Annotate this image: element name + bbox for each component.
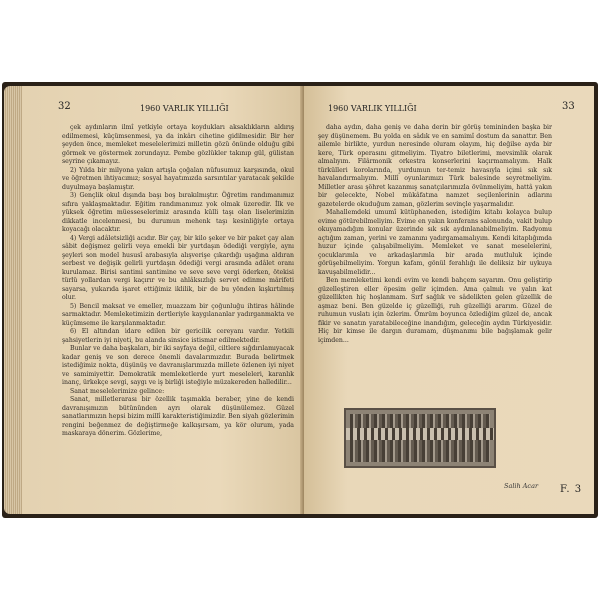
page-number: 32 — [58, 101, 71, 112]
paragraph: Sanat meselelerimize gelince: — [70, 387, 165, 395]
body-text — [62, 124, 294, 439]
paragraph: daha aydın, daha geniş ve daha derin bir görüş temininden başka bir şey düşünemem. Bu yolda en sâdık ve en samimî dostum da sanattır. Ben ailemle birlikte, yurdun neresinde oluram olayım, hiç değilse ayda bir kere, Türk operasını gitmeliyim. Tiyatro biletlerimi, mevsimlik olarak almalıyım. Filârmonik orkestra konserlerini kaçırmamalıyım. Halk türkülleri korolarında, yurdumun ter-temiz havasıyla içimi sık sık havalandırmalıyım. Millî oyunlarımızı Türk balesinde seyretmeliyim. Milletler arası şöhret kazanmış sanatçılarımızla övünmeliyim, hattâ yakın bir gelecekte, Nobel mükâfatına namzet seçilenlerinin adlarını gazetelerde okuduğum zaman, gözlerim sevinçle yaşarmalıdır. — [318, 124, 552, 208]
illustration-caption: Salih Acar — [504, 482, 539, 490]
paragraph: 5) Bencil maksat ve emeller, muazzam bir çoğunluğu ihtiras hâlinde sarmaktadır. Memleketimizin dertleriyle kaygılananlar yadırganmakta ve küçümseme ile karşılanmaktadır. — [62, 302, 294, 327]
paragraph: 3) Gençlik okul dışında başı boş bırakılmıştır. Öğretim randımanımız sıfıra yaklaşmaktadır. Eğitim randımanımız yok olmak üzeredir. İlk ve yüksek öğretim müesseselerimiz arasında külli taşı olan liselerimizin dikkatle incelenmesi, bu durumun mehenk taşı kesinliğiyle ortaya koyacağı olacaktır. — [62, 192, 294, 233]
illustration — [344, 408, 496, 468]
paragraph: Ben memleketimi kendi evim ve kendi bahçem sayarım. Onu geliştirip güzelleştiren eller öpesim gelir içimden. Ama çalmılı ve yalın kat güzellikten hiç hoşlanmam. Sırf sağlık ve sâdelikten gelen güzellik de aşmaz beni. Ben güzelde iç güzelliği, ruh güzelliği ararım. Güzel de ruhumun vuslatı için özlerim. Ömrüm boyunca özlediğim güzel de, ancak fikir ve sanatın yaratabileceğine inandığım, geleceğin aydın Türkiyesidir. Hiç bir kimse ile dargın duramam, düşmanımı bile bağışlamak gelir içimden... — [318, 277, 552, 344]
paragraph: çek aydınların ilmî yetkiyle ortaya koydukları aksaklıkların aldırış edilmemesi, küçümsenmesi, ya da inkârı cihetine gidilmesidir. Bir her şeyden önce, memleket meselelerimizi milletin gözü önünde olduğu gibi görmek ve göstermek zorundayız. Pembe gözlükler takınıp gül, gülistan seyrine çıkamayız. — [62, 124, 294, 165]
running-header: 1960 VARLIK YILLIĞI — [328, 104, 417, 113]
signature-mark: F. 3 — [560, 484, 583, 495]
paragraph: 6) El altından idare edilen bir gericilik cereyanı vardır. Yetkili şahsiyetlerin iyi niyeti, bu alanda sinsice istismar edilmektedir. — [62, 328, 294, 344]
left-page — [22, 86, 304, 514]
paragraph: Bunlar ve daha başkaları, bir iki sayfaya değil, ciltlere sığdırılamıyacak kadar geniş ve son derece önemli davalarımızdır. Burada belirtmek istediğimiz nokta, düşünüş ve davranışlarımızda millete özlenen iyi niyet ve samimiyettir. Demokratik memleketlerde yurt meseleleri, karanlık inanç, ürkekçe sevgi, saygı ve iş birliği isteğiyle müzakereden halledilir... — [62, 345, 294, 386]
body-text — [318, 124, 552, 345]
illustration-band — [346, 428, 494, 440]
paragraph: 4) Vergi adâletsizliği acıdır. Bir çay, bir kilo şeker ve bir paket çay alan sâbit değişmez gelirli veya emekli bir yurtdaşın ödediği vergiyle, aynı şeyleri son model hususî arabasıyla alışverişe çıkardığı uşağına aldıran serbest ve değişik gelirli yurtdaşın ödediği vergi arasında adâlet oranı kurulamaz. Birisi santimi santimine ve seve seve vergi öderken, ötekisi türlü yollardan vergi kaçırır ve bu ahlâksızlığı servet edinme mârifeti sayarsa, yukarıda işaret ettiğimiz iklilik, bir de bu yönden kışkırtılmış olur. — [62, 234, 294, 301]
paragraph: 2) Yılda bir milyona yakın artışla çoğalan nüfusumuz karşısında, okul ve öğretmen ihtiyacımız; sosyal hayatımızda sarsıntılar yaratacak şekilde duyulmaya başlamıştır. — [62, 166, 294, 191]
paragraph: Mahallemdeki umumî kütüphaneden, istediğim kitabı kolayca bulup evime götürebilmeliyim. Evime en yakın konferans salonunda, vakit bulup okuyamadığım konular üzerinde sık sık aydınlanabilmeliyim. Radyomu açtığım zaman, yerini ve zamanını yadırgamamalıyım. Kendi kitaplığımda huzur içinde çalışabilmeliyim. Memleket ve sanat meselelerini, çocuklarımla ve arkadaşlarımla bir arada mutluluk içinde görüşebilmeliyim. Yorgun kafam, gönül ferahlığı ile deliksiz bir uykuya kavuşabilmelidir... — [318, 209, 552, 276]
right-page — [304, 86, 594, 514]
page-number: 33 — [562, 101, 575, 112]
running-header: 1960 VARLIK YILLIĞI — [140, 104, 229, 113]
paragraph: Sanat, milletlerarası bir özellik taşımakla beraber, yine de kendi davranışımızın bütününden ayrı olarak düşünülemez. Güzel sanatlarımızın hepsi bizim millî karakteristiğimizdir. Ben siyah gözlerimin rengini beğenmez de değiştirmeğe kalkışırsam, ya kör olurum, yada maskaraya dönerim. Gözlerime, — [62, 396, 294, 437]
